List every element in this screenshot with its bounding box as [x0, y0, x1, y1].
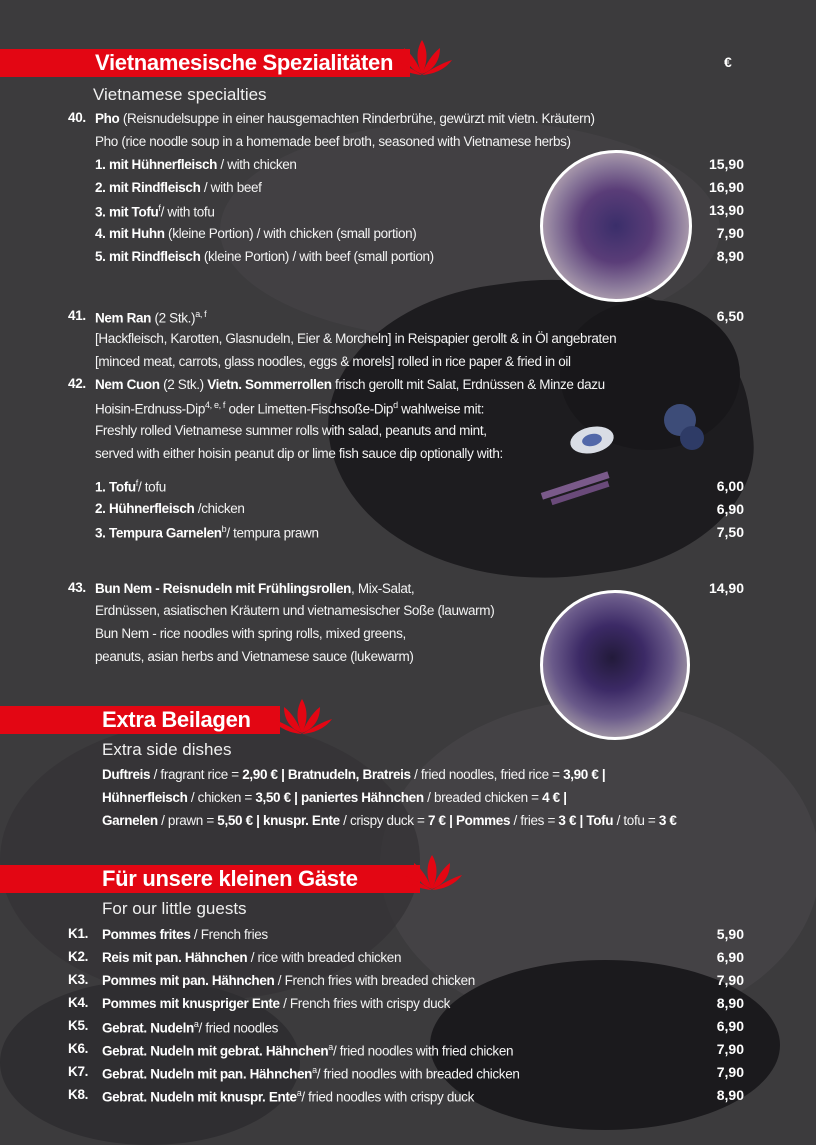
allergen-sup: d: [393, 400, 398, 410]
item-42-line2: [95, 400, 484, 417]
option-name: 4. mit Huhn: [95, 226, 165, 241]
extra-item: 5,50 € | knuspr. Ente: [217, 813, 340, 828]
extra-desc: / fried noodles, fried rice =: [410, 767, 564, 782]
section-subtitle-vietnam: Vietnamese specialties: [93, 85, 267, 104]
kids-item-number: K8.: [68, 1087, 89, 1102]
extra-desc: / tofu =: [613, 813, 659, 828]
kids-item-number: K1.: [68, 926, 89, 941]
kids-item-name: Pommes frites: [102, 927, 191, 942]
spring-roll-decor: [530, 390, 710, 510]
item-43-line4: peanuts, asian herbs and Vietnamese sauce (lukewarm): [95, 649, 414, 664]
item-40-line-de: [95, 111, 595, 126]
item-40-line-en: Pho (rice noodle soup in a homemade beef broth, seasoned with Vietnamese herbs): [95, 134, 571, 149]
item-number: 40.: [68, 110, 86, 125]
option-name: 1. Tofu: [95, 479, 136, 495]
option-desc: / tempura prawn: [226, 525, 319, 541]
extra-item: 3 €: [658, 813, 677, 828]
kids-item-name: Reis mit pan. Hähnchen: [102, 950, 248, 965]
pho-option-price: 7,90: [716, 225, 744, 241]
allergen-sup: b: [221, 524, 227, 534]
nem-cuon-option: [95, 524, 319, 541]
extras-row: [102, 790, 567, 805]
extra-item: Garnelen: [102, 813, 158, 828]
option-desc: / with tofu: [160, 204, 215, 220]
kids-item-price: 8,90: [716, 1087, 744, 1103]
kids-item: [102, 950, 401, 965]
extra-desc: / crispy duck =: [339, 813, 428, 828]
kids-item-number: K7.: [68, 1064, 89, 1079]
extra-desc: / fries =: [510, 813, 559, 828]
kids-item-price: 5,90: [716, 926, 744, 942]
item-42-line3: Freshly rolled Vietnamese summer rolls with salad, peanuts and mint,: [95, 423, 487, 438]
item-qty: (2 Stk.): [159, 377, 208, 392]
pho-option: [95, 226, 416, 241]
allergen-sup: a: [296, 1088, 302, 1098]
item-43-title: [95, 581, 414, 596]
option-desc: /chicken: [194, 501, 245, 516]
kids-item: [102, 1019, 278, 1036]
item-desc: frisch gerollt mit Salat, Erdnüssen & Minze dazu: [331, 377, 605, 392]
extra-desc: / fragrant rice =: [150, 767, 243, 782]
pho-option-price: 13,90: [708, 202, 744, 218]
kids-item-name: Gebrat. Nudeln mit knuspr. Ente: [102, 1089, 297, 1105]
item-43-line3: Bun Nem - rice noodles with spring rolls, mixed greens,: [95, 626, 406, 641]
extra-item: 7 € | Pommes: [428, 813, 511, 828]
pho-photo: [540, 150, 692, 302]
kids-item: [102, 927, 268, 942]
dip-1: Hoisin-Erdnuss-Dip: [95, 401, 205, 417]
extra-item: 4 € |: [542, 790, 567, 805]
item-number: 41.: [68, 308, 86, 323]
kids-item-desc: / fried noodles with fried chicken: [332, 1043, 514, 1059]
kids-item: [102, 996, 450, 1011]
kids-item-price: 6,90: [716, 1018, 744, 1034]
pho-option: [95, 203, 215, 220]
nem-cuon-option-price: 6,90: [716, 501, 744, 517]
section-subtitle-extras: Extra side dishes: [102, 740, 232, 759]
kids-item: [102, 1042, 513, 1059]
pho-option-price: 8,90: [716, 248, 744, 264]
item-desc: (Reisnudelsuppe in einer hausgemachten Rinderbrühe, gewürzt mit vietn. Kräutern): [119, 111, 595, 126]
lotus-icon: [400, 851, 464, 895]
allergen-sup: a: [312, 1065, 317, 1075]
bun-nem-photo: [540, 590, 690, 740]
kids-item: [102, 973, 475, 988]
kids-item-name: Pommes mit pan. Hähnchen: [102, 973, 275, 988]
kids-item-desc: / fried noodles with breaded chicken: [316, 1066, 520, 1082]
section-title-extras: Extra Beilagen: [102, 707, 251, 732]
item-number: 43.: [68, 580, 86, 595]
kids-item: [102, 1065, 520, 1082]
item-qty: (2 Stk.): [151, 310, 196, 326]
kids-item-desc: / French fries with breaded chicken: [274, 973, 475, 988]
item-name: Nem Ran: [95, 310, 152, 326]
item-42-title: [95, 377, 605, 392]
option-desc: (kleine Portion) / with beef (small portion): [200, 249, 434, 264]
kids-item-name: Gebrat. Nudeln mit pan. Hähnchen: [102, 1066, 313, 1082]
allergen-sup: a, f: [195, 309, 207, 319]
nem-cuon-option: [95, 478, 166, 495]
kids-item-price: 7,90: [716, 1064, 744, 1080]
allergen-sup: 4, e, f: [205, 400, 226, 410]
option-desc: (kleine Portion) / with chicken (small portion): [164, 226, 417, 241]
item-name: Nem Cuon: [95, 377, 160, 392]
extra-desc: / prawn =: [157, 813, 218, 828]
lotus-icon: [390, 36, 454, 80]
section-subtitle-kids: For our little guests: [102, 899, 247, 918]
allergen-sup: a: [193, 1019, 199, 1029]
option-desc: / tofu: [137, 479, 166, 495]
nem-cuon-option-price: 7,50: [716, 524, 744, 540]
kids-item-desc: / French fries with crispy duck: [279, 996, 451, 1011]
kids-item-price: 7,90: [716, 972, 744, 988]
kids-item-price: 7,90: [716, 1041, 744, 1057]
extras-row: [102, 813, 677, 828]
allergen-sup: f: [135, 478, 138, 488]
dip-2: oder Limetten-Fischsoße-Dip: [225, 401, 394, 417]
extra-desc: / chicken =: [187, 790, 256, 805]
item-42-line4: served with either hoisin peanut dip or lime fish sauce dip optionally with:: [95, 446, 503, 461]
allergen-sup: f: [158, 203, 161, 213]
kids-item-price: 6,90: [716, 949, 744, 965]
section-title-kids: Für unsere kleinen Gäste: [102, 866, 358, 891]
kids-item-desc: / fried noodles: [198, 1020, 279, 1036]
pho-option: [95, 157, 297, 172]
kids-item-price: 8,90: [716, 995, 744, 1011]
option-desc: / with beef: [200, 180, 262, 195]
extra-item: Hühnerfleisch: [102, 790, 188, 805]
extra-item: 2,90 € | Bratnudeln, Bratreis: [242, 767, 411, 782]
extra-item: 3 € | Tofu: [558, 813, 614, 828]
extra-item: 3,50 € | paniertes Hähnchen: [255, 790, 424, 805]
item-number: 42.: [68, 376, 86, 391]
kids-item-desc: / French fries: [190, 927, 268, 942]
item-name-2: Vietn. Sommerrollen: [207, 377, 332, 392]
nem-cuon-option-price: 6,00: [716, 478, 744, 494]
kids-item-desc: / fried noodles with crispy duck: [301, 1089, 474, 1105]
pho-option-price: 15,90: [708, 156, 744, 172]
option-name: 3. Tempura Garnelen: [95, 525, 222, 541]
item-41-desc-de: [Hackfleisch, Karotten, Glasnudeln, Eier & Morcheln] in Reispapier gerollt & in Öl angebraten: [95, 331, 617, 346]
pho-option: [95, 249, 434, 264]
extra-desc: / breaded chicken =: [423, 790, 543, 805]
item-41-desc-en: [minced meat, carrots, glass noodles, eggs & morels] rolled in rice paper & fried in oil: [95, 354, 571, 369]
option-name: 3. mit Tofu: [95, 204, 159, 220]
kids-item-number: K5.: [68, 1018, 89, 1033]
item-price: 14,90: [708, 580, 744, 596]
option-name: 2. Hühnerfleisch: [95, 501, 195, 516]
kids-item-desc: / rice with breaded chicken: [247, 950, 402, 965]
option-name: 1. mit Hühnerfleisch: [95, 157, 218, 172]
option-name: 2. mit Rindfleisch: [95, 180, 201, 195]
pho-option: [95, 180, 262, 195]
item-name: Pho: [95, 111, 120, 126]
pho-option-price: 16,90: [708, 179, 744, 195]
extra-item: 3,90 € |: [563, 767, 606, 782]
kids-item-number: K3.: [68, 972, 89, 987]
kids-item-number: K4.: [68, 995, 89, 1010]
extras-row: [102, 767, 605, 782]
item-name: Bun Nem - Reisnudeln mit Frühlingsrollen: [95, 581, 352, 596]
option-name: 5. mit Rindfleisch: [95, 249, 201, 264]
kids-item-number: K6.: [68, 1041, 89, 1056]
item-desc: , Mix-Salat,: [351, 581, 415, 596]
nem-cuon-option: [95, 501, 245, 516]
dip-choice: wahlweise mit:: [397, 401, 485, 417]
option-desc: / with chicken: [217, 157, 297, 172]
section-title-vietnam: Vietnamesische Spezialitäten: [95, 50, 394, 75]
item-41-title: [95, 309, 206, 326]
kids-item: [102, 1088, 474, 1105]
kids-item-number: K2.: [68, 949, 89, 964]
kids-item-name: Gebrat. Nudeln mit gebrat. Hähnchen: [102, 1043, 329, 1059]
allergen-sup: a: [328, 1042, 333, 1052]
kids-item-name: Pommes mit knuspriger Ente: [102, 996, 280, 1011]
extra-item: Duftreis: [102, 767, 151, 782]
lotus-icon: [270, 695, 334, 739]
currency-label: €: [724, 54, 732, 70]
item-43-line2: Erdnüssen, asiatischen Kräutern und vietnamesischer Soße (lauwarm): [95, 603, 495, 618]
item-price: 6,50: [716, 308, 744, 324]
kids-item-name: Gebrat. Nudeln: [102, 1020, 194, 1036]
